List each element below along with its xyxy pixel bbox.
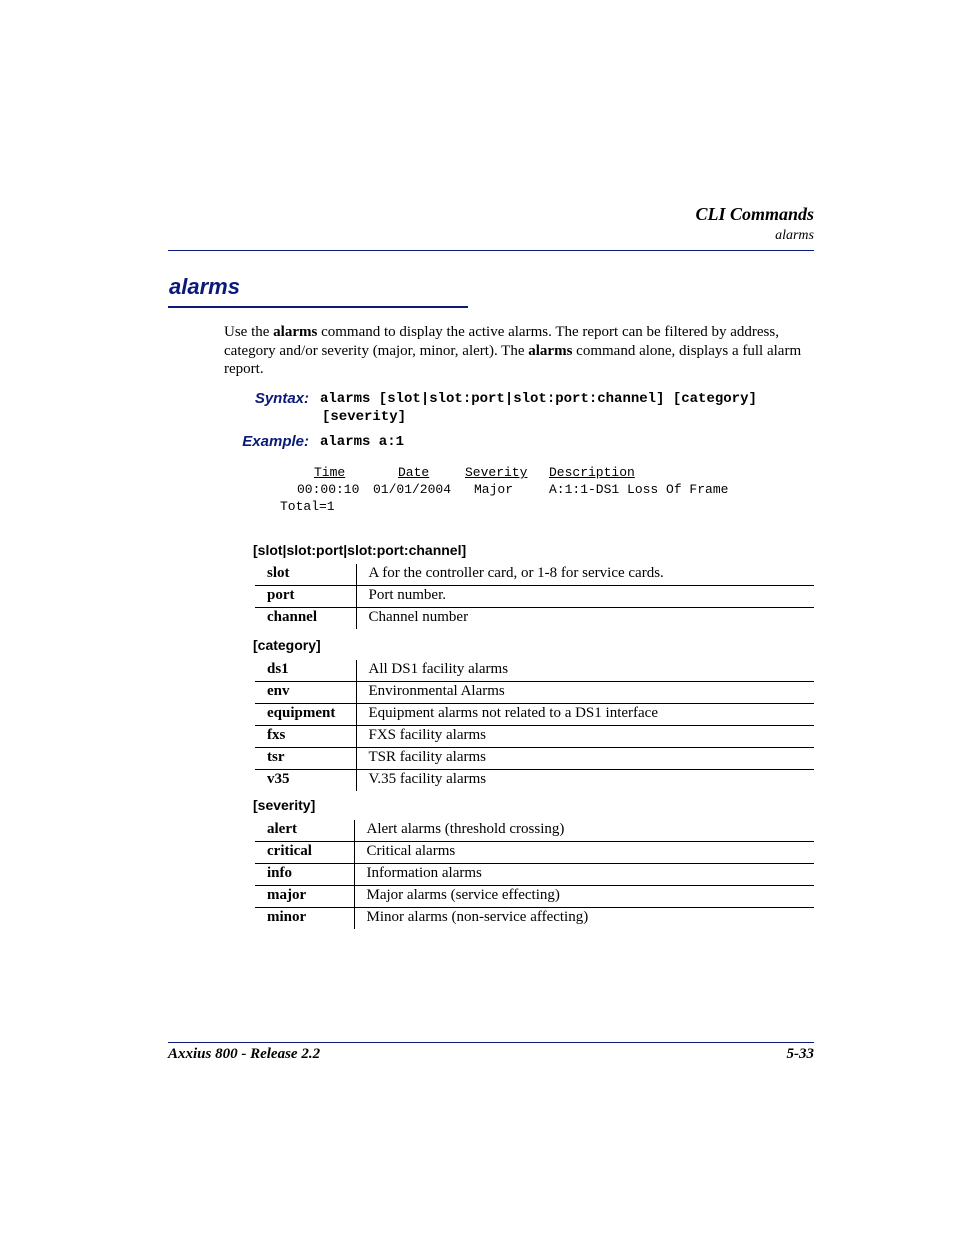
table-row — [255, 564, 814, 586]
intro-text-3: command alone, displays a full alarm report. — [224, 342, 802, 377]
param-desc: Channel number — [356, 608, 814, 630]
example-row-description: A:1:1-DS1 Loss Of Frame — [549, 482, 729, 497]
table-row — [255, 842, 814, 864]
table-row — [255, 864, 814, 886]
param-desc: Minor alarms (non-service affecting) — [354, 908, 814, 930]
table-row — [255, 820, 814, 842]
intro-paragraph — [224, 323, 819, 379]
param-desc: Equipment alarms not related to a DS1 interface — [356, 704, 814, 726]
footer-rule — [168, 1042, 814, 1043]
example-col-description: Description — [549, 465, 635, 480]
example-row-time: 00:00:10 — [297, 482, 360, 497]
severity-param-table — [255, 820, 814, 929]
param-key: env — [255, 682, 356, 704]
param-key: ds1 — [255, 660, 356, 682]
table-row — [255, 608, 814, 630]
address-param-table — [255, 564, 814, 629]
example-col-date: Date — [398, 465, 430, 480]
param-desc: Information alarms — [354, 864, 814, 886]
category-param-heading: [category] — [253, 637, 321, 653]
param-desc: FXS facility alarms — [356, 726, 814, 748]
intro-text-1: Use the — [224, 324, 274, 340]
table-row — [255, 704, 814, 726]
table-row — [255, 660, 814, 682]
running-header-title: CLI Commands — [695, 204, 814, 224]
param-key: info — [255, 864, 354, 886]
example-row-severity: Major — [474, 482, 514, 497]
param-desc: TSR facility alarms — [356, 748, 814, 770]
table-row — [255, 748, 814, 770]
param-key: alert — [255, 820, 354, 842]
section-title-rule — [168, 306, 468, 308]
param-key: slot — [255, 564, 356, 586]
example-command: alarms a:1 — [320, 434, 405, 450]
table-row — [255, 886, 814, 908]
section-title: alarms — [169, 274, 240, 299]
footer-product: Axxius 800 - Release 2.2 — [168, 1046, 321, 1062]
param-desc: Major alarms (service effecting) — [354, 886, 814, 908]
table-row — [255, 770, 814, 792]
param-key: channel — [255, 608, 356, 630]
example-label: Example: — [242, 433, 309, 450]
param-desc: Critical alarms — [354, 842, 814, 864]
example-col-time: Time — [314, 465, 346, 480]
running-header-subtitle: alarms — [775, 228, 814, 243]
param-key: tsr — [255, 748, 356, 770]
severity-param-heading: [severity] — [253, 797, 316, 813]
param-desc: A for the controller card, or 1-8 for service cards. — [368, 565, 664, 581]
table-row — [255, 586, 814, 608]
intro-text-2: command to display the active alarms. The report can be filtered by address, category and/or severity (major, minor, alert). The — [224, 324, 779, 359]
param-key: v35 — [255, 770, 356, 792]
param-key: critical — [255, 842, 354, 864]
param-desc: All DS1 facility alarms — [368, 661, 509, 677]
param-desc: V.35 facility alarms — [356, 770, 814, 792]
param-key: major — [255, 886, 354, 908]
header-rule — [168, 250, 814, 251]
syntax-label: Syntax: — [254, 390, 309, 407]
category-param-table — [255, 660, 814, 791]
intro-command-2: alarms — [528, 342, 573, 359]
param-key: equipment — [255, 704, 356, 726]
example-col-severity: Severity — [465, 465, 528, 480]
footer-page-number: 5-33 — [786, 1046, 814, 1062]
example-total: Total=1 — [280, 499, 335, 514]
syntax-line-1: alarms [slot|slot:port|slot:port:channel] [category] — [320, 391, 757, 407]
example-row-date: 01/01/2004 — [373, 482, 452, 497]
param-desc: Environmental Alarms — [356, 682, 814, 704]
intro-command-1: alarms — [273, 324, 318, 340]
param-desc: Port number. — [356, 586, 814, 608]
param-key: fxs — [255, 726, 356, 748]
param-desc: Alert alarms (threshold crossing) — [366, 821, 565, 837]
syntax-line-2: [severity] — [322, 409, 407, 425]
address-param-heading: [slot|slot:port|slot:port:channel] — [253, 542, 467, 558]
param-key: minor — [255, 908, 354, 930]
param-key: port — [255, 586, 356, 608]
table-row — [255, 682, 814, 704]
table-row — [255, 908, 814, 930]
table-row — [255, 726, 814, 748]
